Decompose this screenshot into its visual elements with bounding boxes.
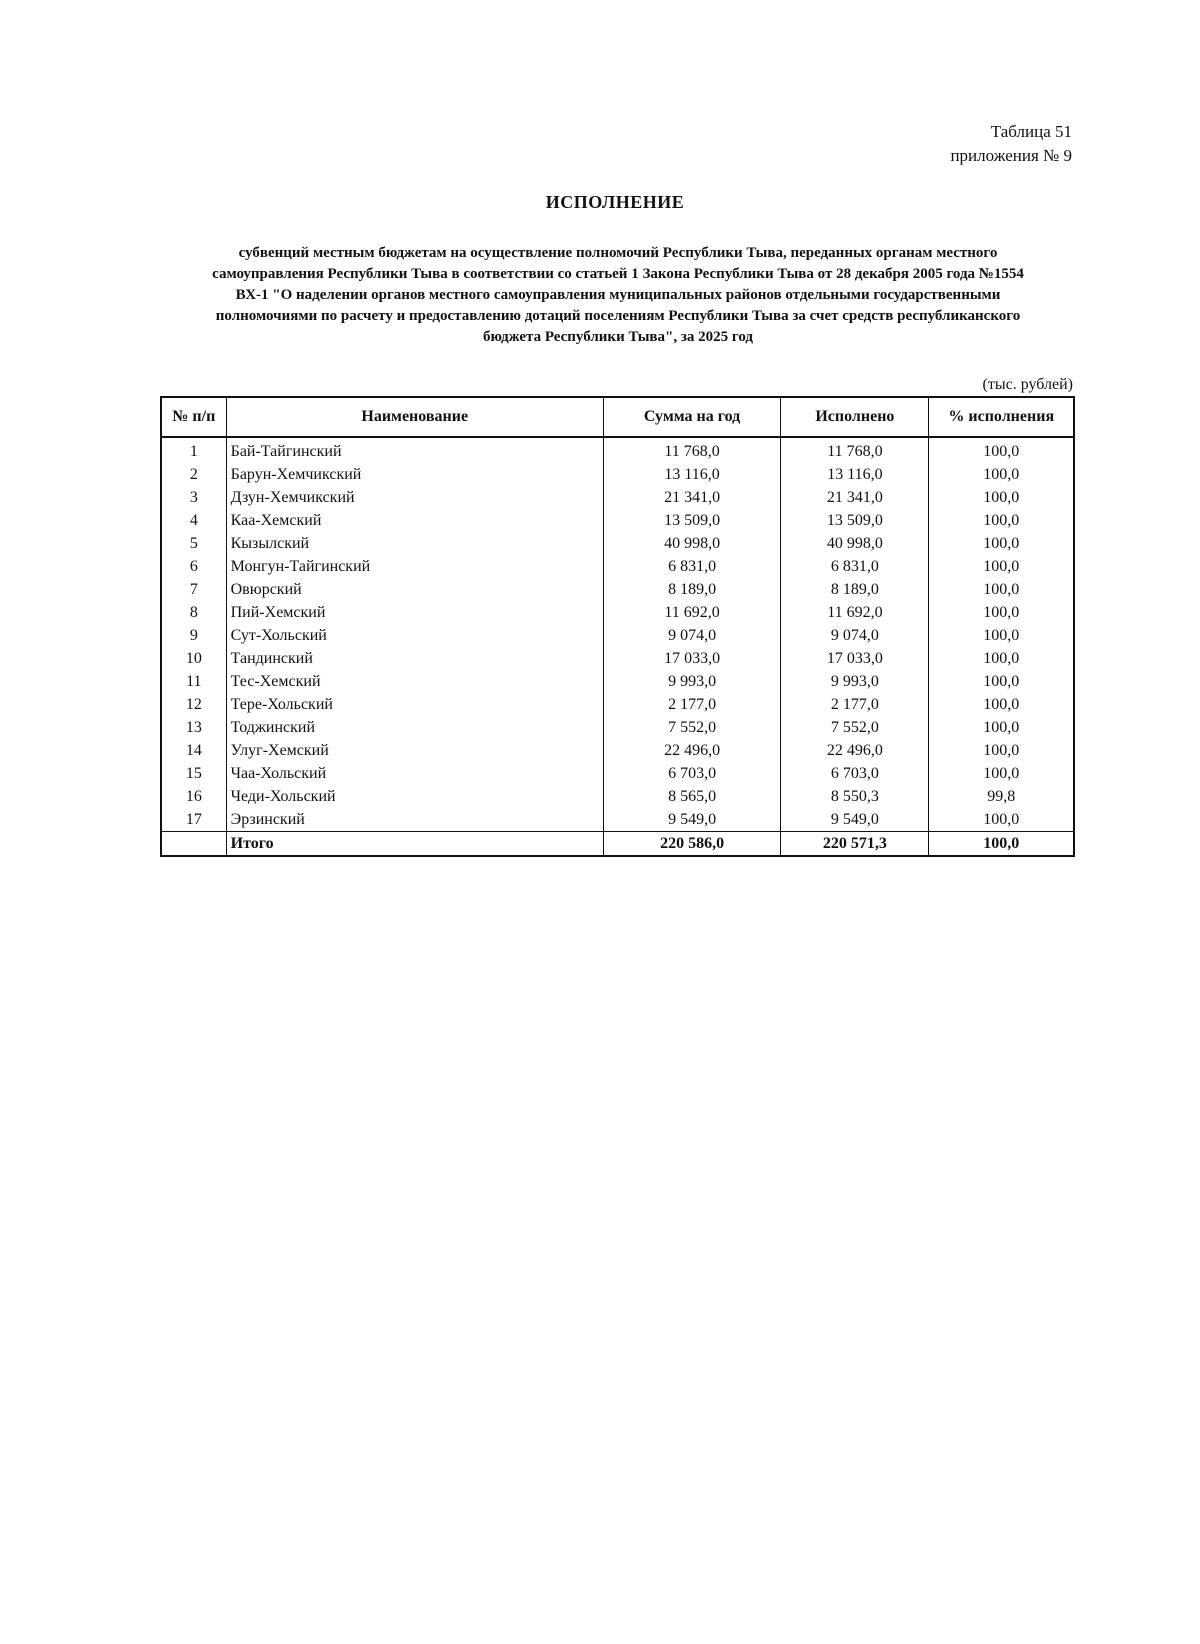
- district-name-cell: Овюрский: [226, 578, 603, 601]
- table-row: [161, 739, 1074, 762]
- percent-cell: 100,0: [929, 601, 1074, 624]
- row-number-cell: 14: [161, 739, 226, 762]
- plan-amount-cell: 6 831,0: [603, 555, 781, 578]
- subtitle-line: самоуправления Республики Тыва в соответствии со статьей 1 Закона Республики Тыва от 28 декабря 2005 года №1554: [212, 266, 1024, 282]
- executed-amount-cell: 6 703,0: [781, 762, 929, 785]
- subtitle-line: полномочиями по расчету и предоставлению дотаций поселениям Республики Тыва за счет средств республиканского: [215, 308, 1021, 324]
- percent-cell: 100,0: [929, 437, 1074, 463]
- row-number-cell: 5: [161, 532, 226, 555]
- column-header-percent: % исполнения: [929, 397, 1074, 437]
- district-name-cell: Эрзинский: [226, 808, 603, 832]
- district-name-cell: Кызылский: [226, 532, 603, 555]
- executed-amount-cell: 9 549,0: [781, 808, 929, 832]
- row-number-cell: 16: [161, 785, 226, 808]
- row-number-cell: 9: [161, 624, 226, 647]
- total-percent-cell: 100,0: [929, 832, 1074, 857]
- plan-amount-cell: 11 692,0: [603, 601, 781, 624]
- row-number-cell: 12: [161, 693, 226, 716]
- plan-amount-cell: 13 116,0: [603, 463, 781, 486]
- plan-amount-cell: 13 509,0: [603, 509, 781, 532]
- percent-cell: 100,0: [929, 509, 1074, 532]
- row-number-cell: 8: [161, 601, 226, 624]
- table-number: Таблица 51: [990, 122, 1072, 141]
- document-subtitle: [158, 243, 1078, 348]
- plan-amount-cell: 40 998,0: [603, 532, 781, 555]
- table-row: [161, 670, 1074, 693]
- district-name-cell: Тандинский: [226, 647, 603, 670]
- table-header-row: [161, 397, 1074, 437]
- plan-amount-cell: 9 549,0: [603, 808, 781, 832]
- executed-amount-cell: 22 496,0: [781, 739, 929, 762]
- percent-cell: 100,0: [929, 647, 1074, 670]
- percent-cell: 100,0: [929, 693, 1074, 716]
- executed-amount-cell: 21 341,0: [781, 486, 929, 509]
- plan-amount-cell: 22 496,0: [603, 739, 781, 762]
- executed-amount-cell: 8 189,0: [781, 578, 929, 601]
- executed-amount-cell: 9 993,0: [781, 670, 929, 693]
- executed-amount-cell: 40 998,0: [781, 532, 929, 555]
- plan-amount-cell: 11 768,0: [603, 437, 781, 463]
- plan-amount-cell: 21 341,0: [603, 486, 781, 509]
- total-plan-cell: 220 586,0: [603, 832, 781, 857]
- executed-amount-cell: 2 177,0: [781, 693, 929, 716]
- percent-cell: 100,0: [929, 578, 1074, 601]
- district-name-cell: Сут-Хольский: [226, 624, 603, 647]
- row-number-cell: 13: [161, 716, 226, 739]
- units-note: (тыс. рублей): [982, 376, 1073, 393]
- table-row: [161, 486, 1074, 509]
- column-header-plan: Сумма на год: [603, 397, 781, 437]
- column-header-number: № п/п: [161, 397, 226, 437]
- district-name-cell: Бай-Тайгинский: [226, 437, 603, 463]
- table-row: [161, 693, 1074, 716]
- table-row: [161, 437, 1074, 463]
- percent-cell: 100,0: [929, 716, 1074, 739]
- subtitle-line: ВХ-1 "О наделении органов местного самоуправления муниципальных районов отдельными государственными: [235, 287, 1001, 303]
- plan-amount-cell: 6 703,0: [603, 762, 781, 785]
- table-row: [161, 463, 1074, 486]
- total-label-cell: Итого: [226, 832, 603, 857]
- table-row: [161, 762, 1074, 785]
- percent-cell: 100,0: [929, 762, 1074, 785]
- executed-amount-cell: 17 033,0: [781, 647, 929, 670]
- executed-amount-cell: 6 831,0: [781, 555, 929, 578]
- column-header-name: Наименование: [226, 397, 603, 437]
- plan-amount-cell: 9 993,0: [603, 670, 781, 693]
- appendix-number: приложения № 9: [950, 146, 1072, 165]
- plan-amount-cell: 7 552,0: [603, 716, 781, 739]
- table-row: [161, 555, 1074, 578]
- percent-cell: 100,0: [929, 486, 1074, 509]
- percent-cell: 100,0: [929, 808, 1074, 832]
- district-name-cell: Тере-Хольский: [226, 693, 603, 716]
- percent-cell: 99,8: [929, 785, 1074, 808]
- district-name-cell: Барун-Хемчикский: [226, 463, 603, 486]
- executed-amount-cell: 13 509,0: [781, 509, 929, 532]
- percent-cell: 100,0: [929, 555, 1074, 578]
- document-title: ИСПОЛНЕНИЕ: [545, 192, 685, 212]
- executed-amount-cell: 11 692,0: [781, 601, 929, 624]
- row-number-cell: 7: [161, 578, 226, 601]
- district-name-cell: Тес-Хемский: [226, 670, 603, 693]
- table-row: [161, 716, 1074, 739]
- executed-amount-cell: 7 552,0: [781, 716, 929, 739]
- table-row: [161, 578, 1074, 601]
- district-name-cell: Дзун-Хемчикский: [226, 486, 603, 509]
- row-number-cell: 2: [161, 463, 226, 486]
- table-body: [161, 437, 1074, 856]
- percent-cell: 100,0: [929, 624, 1074, 647]
- district-name-cell: Монгун-Тайгинский: [226, 555, 603, 578]
- total-number-cell: [161, 832, 226, 857]
- district-name-cell: Улуг-Хемский: [226, 739, 603, 762]
- total-row: [161, 832, 1074, 857]
- subtitle-line: бюджета Республики Тыва", за 2025 год: [483, 329, 753, 345]
- row-number-cell: 11: [161, 670, 226, 693]
- table-reference: [950, 120, 1072, 168]
- plan-amount-cell: 2 177,0: [603, 693, 781, 716]
- row-number-cell: 3: [161, 486, 226, 509]
- table-row: [161, 647, 1074, 670]
- table-row: [161, 785, 1074, 808]
- executed-amount-cell: 8 550,3: [781, 785, 929, 808]
- row-number-cell: 6: [161, 555, 226, 578]
- percent-cell: 100,0: [929, 670, 1074, 693]
- row-number-cell: 1: [161, 437, 226, 463]
- table-row: [161, 532, 1074, 555]
- percent-cell: 100,0: [929, 532, 1074, 555]
- column-header-executed: Исполнено: [781, 397, 929, 437]
- plan-amount-cell: 9 074,0: [603, 624, 781, 647]
- plan-amount-cell: 17 033,0: [603, 647, 781, 670]
- percent-cell: 100,0: [929, 739, 1074, 762]
- execution-table: [160, 396, 1075, 857]
- plan-amount-cell: 8 189,0: [603, 578, 781, 601]
- district-name-cell: Каа-Хемский: [226, 509, 603, 532]
- district-name-cell: Пий-Хемский: [226, 601, 603, 624]
- table-row: [161, 624, 1074, 647]
- district-name-cell: Тоджинский: [226, 716, 603, 739]
- table-row: [161, 601, 1074, 624]
- executed-amount-cell: 11 768,0: [781, 437, 929, 463]
- plan-amount-cell: 8 565,0: [603, 785, 781, 808]
- district-name-cell: Чаа-Хольский: [226, 762, 603, 785]
- row-number-cell: 4: [161, 509, 226, 532]
- executed-amount-cell: 13 116,0: [781, 463, 929, 486]
- row-number-cell: 17: [161, 808, 226, 832]
- district-name-cell: Чеди-Хольский: [226, 785, 603, 808]
- table-row: [161, 808, 1074, 832]
- row-number-cell: 15: [161, 762, 226, 785]
- percent-cell: 100,0: [929, 463, 1074, 486]
- total-executed-cell: 220 571,3: [781, 832, 929, 857]
- subtitle-line: субвенций местным бюджетам на осуществление полномочий Республики Тыва, переданных органам местного: [238, 245, 998, 261]
- row-number-cell: 10: [161, 647, 226, 670]
- executed-amount-cell: 9 074,0: [781, 624, 929, 647]
- table-row: [161, 509, 1074, 532]
